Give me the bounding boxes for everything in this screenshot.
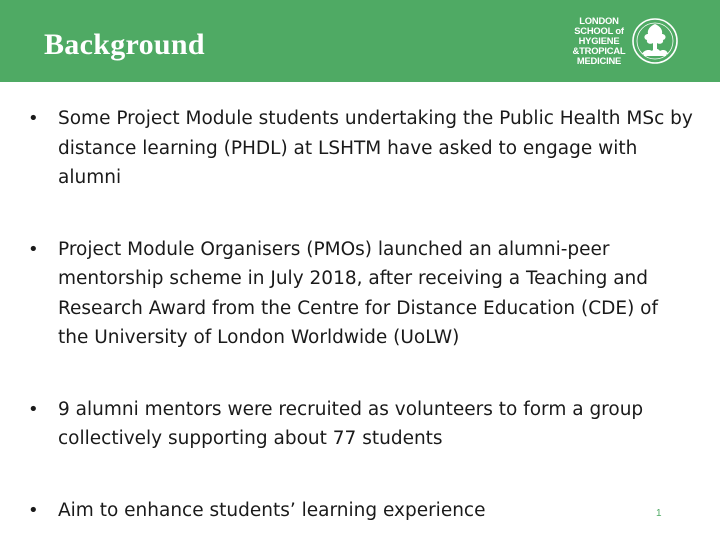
- header-bar: [0, 0, 720, 82]
- bullet-point: •: [28, 398, 39, 420]
- slide-title: Background: [44, 28, 205, 61]
- page-number: 1: [656, 508, 662, 519]
- bullet-point: •: [28, 238, 39, 260]
- list-item: [28, 235, 694, 353]
- logo-line: LONDON: [579, 15, 619, 26]
- bullet-text: Project Module Organisers (PMOs) launched an alumni-peer mentorship scheme in July 2018, after receiving a Teaching and Research Award from the Centre for Distance Education (CDE) of the University of London Worldwide (UoLW): [58, 238, 659, 348]
- bullet-list: [28, 104, 694, 525]
- list-item: [28, 496, 694, 526]
- logo-line: SCHOOL of: [574, 25, 624, 36]
- lshtm-logo: [568, 14, 680, 70]
- bullet-point: •: [28, 499, 39, 521]
- crest-icon: [630, 14, 680, 68]
- bullet-text: Aim to enhance students’ learning experience: [58, 499, 486, 521]
- list-item: [28, 395, 694, 454]
- bullet-text: 9 alumni mentors were recruited as volunteers to form a group collectively supporting about 77 students: [58, 398, 644, 449]
- logo-line: MEDICINE: [576, 55, 622, 66]
- logo-line: &TROPICAL: [572, 45, 626, 56]
- logo-text: [568, 16, 630, 66]
- logo-line: HYGIENE: [578, 35, 620, 46]
- bullet-point: •: [28, 108, 39, 129]
- bullet-text: Some Project Module students undertaking the Public Health MSc by distance learning (PHDL) at LSHTM have asked to engage with alumni: [58, 108, 693, 188]
- list-item: [28, 104, 694, 193]
